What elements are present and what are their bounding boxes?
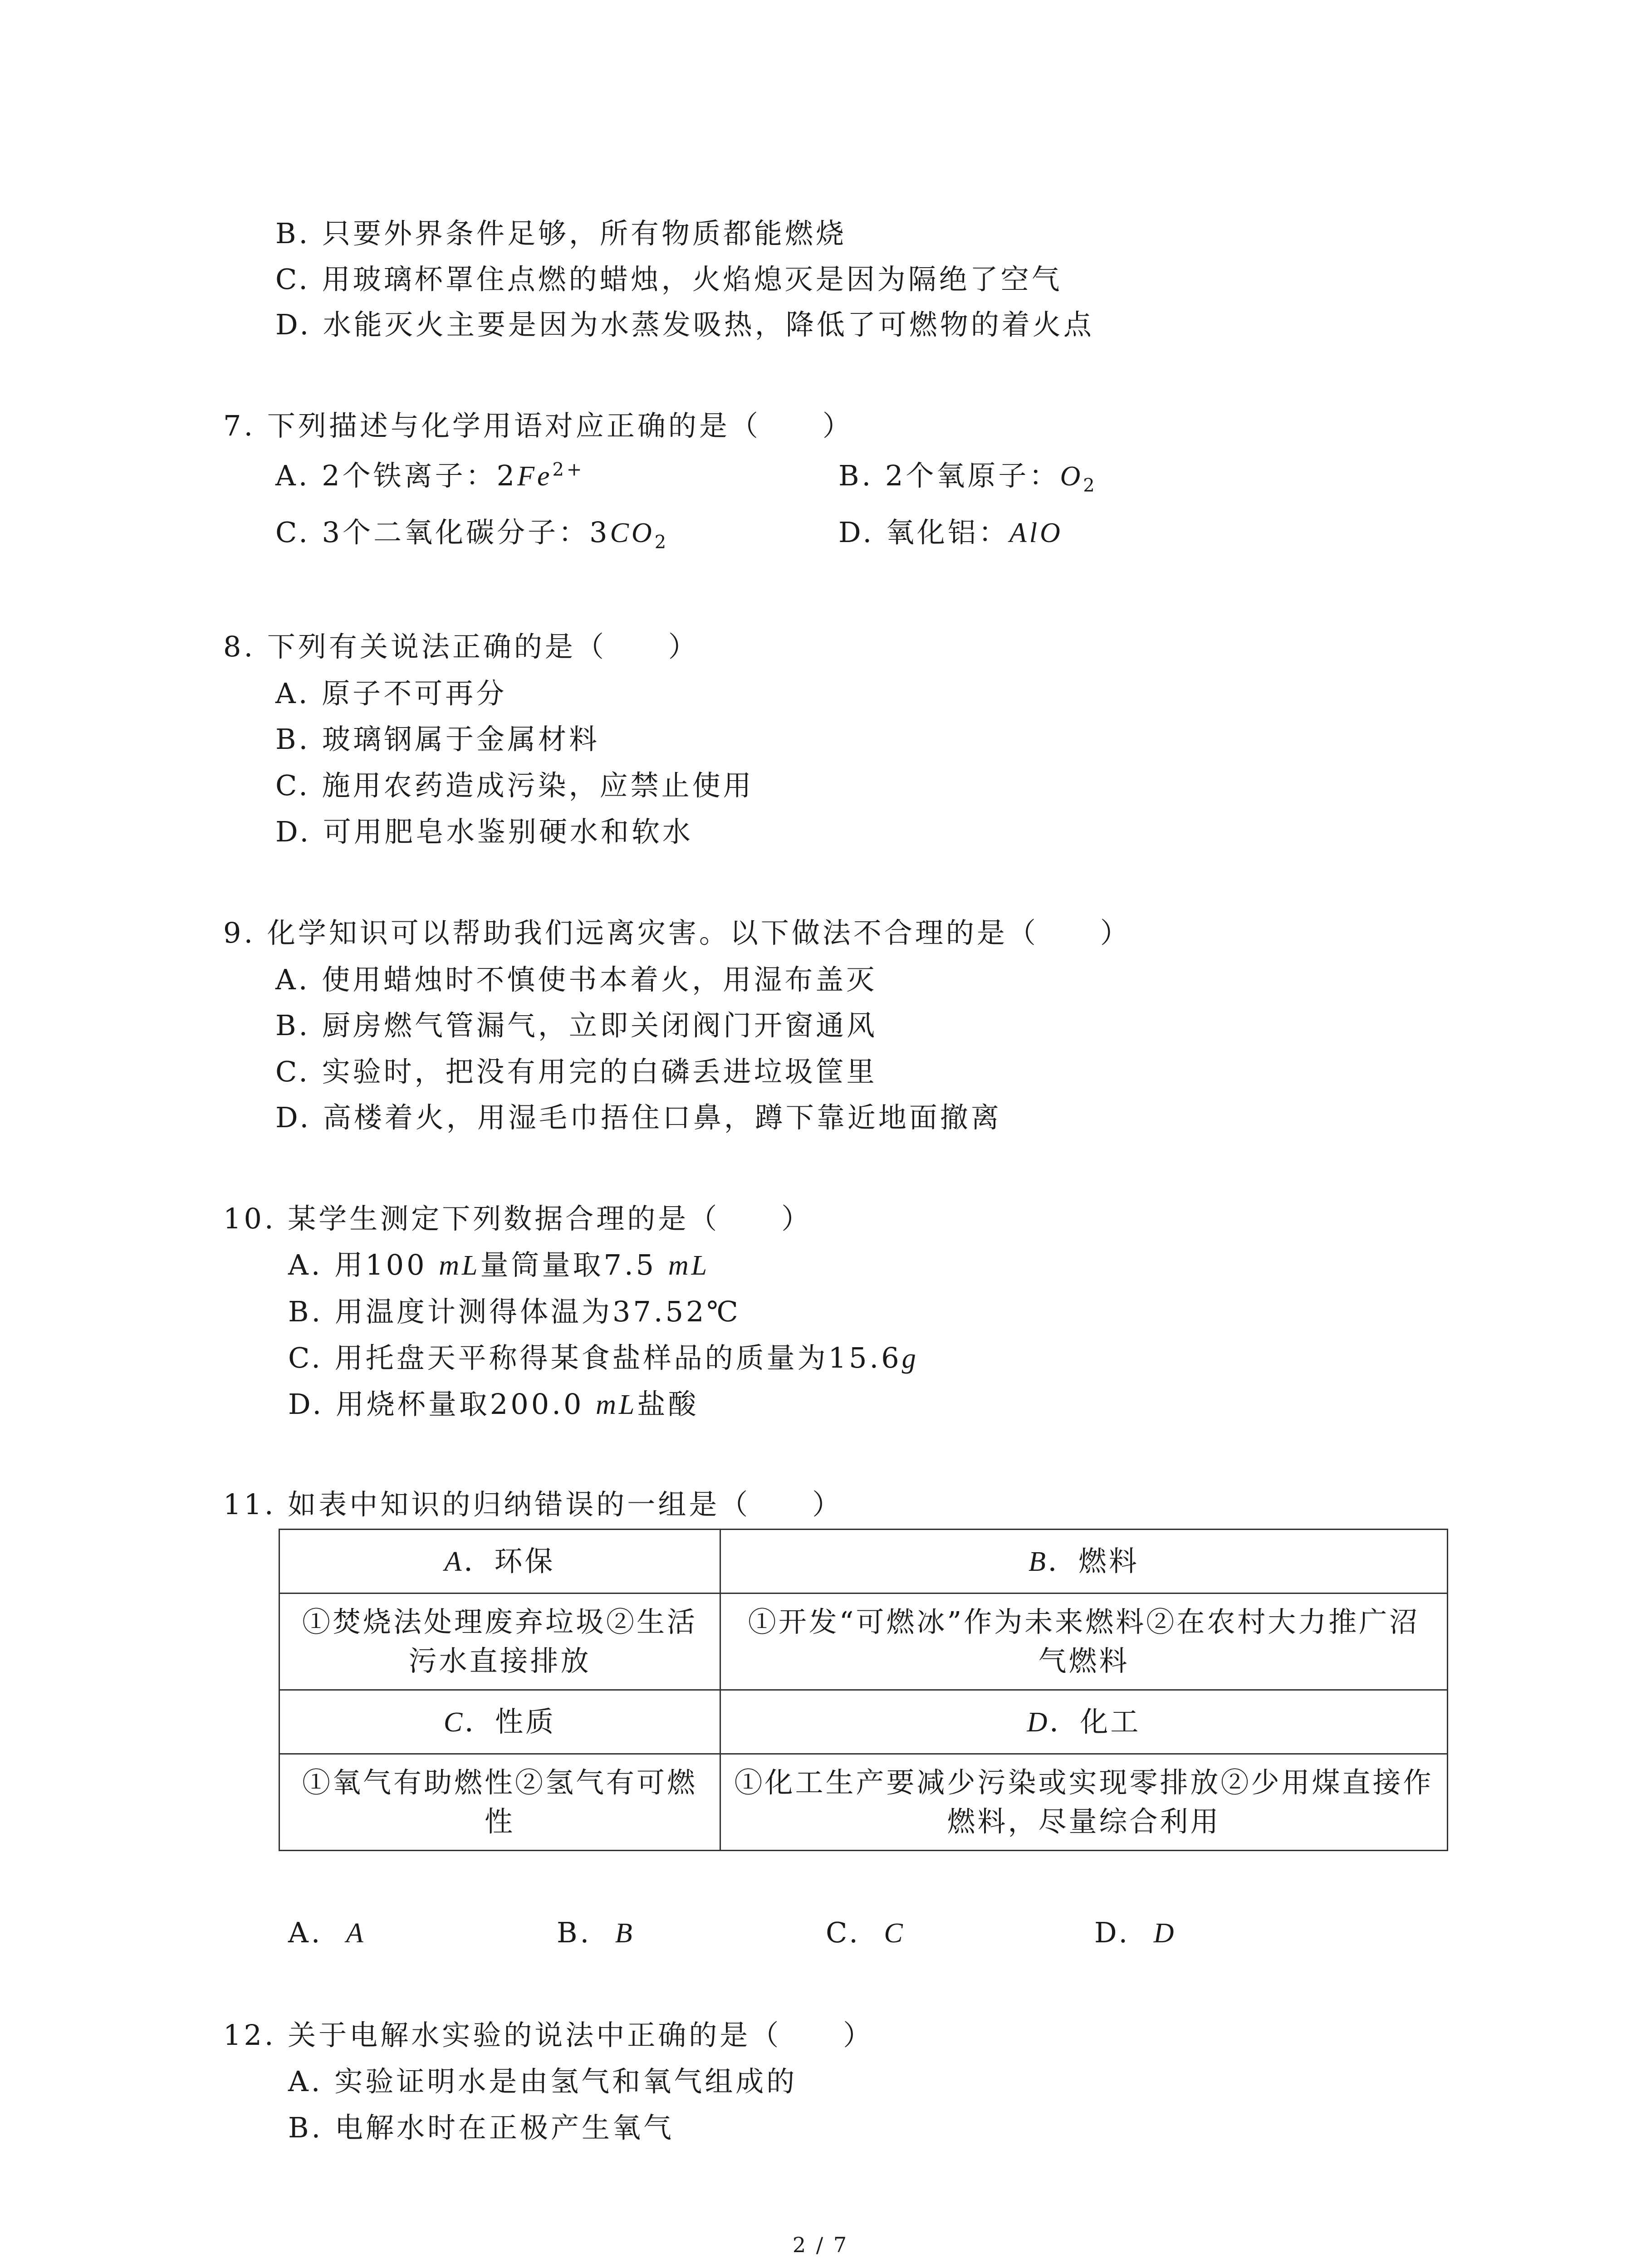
table-header-c: C．性质 [279,1690,720,1754]
q8-option-b: B. 玻璃钢属于金属材料 [275,723,600,756]
q12-option-b: B. 电解水时在正极产生氧气 [288,2111,674,2144]
q7-option-c-subscript: 2 [654,532,669,553]
q11-option-a [288,1915,366,1951]
table-cell-c: ①氧气有助燃性②氢气有可燃 性 [279,1754,720,1851]
q7-option-b-formula: O [1060,461,1083,492]
q8-stem: 8. 下列有关说法正确的是（ ） [223,630,699,663]
q10-option-c-pre: C. 用托盘天平称得某食盐样品的质量为15.6 [288,1341,902,1374]
q9-option-a: A. 使用蜡烛时不慎使书本着火，用湿布盖灭 [275,963,877,996]
q11-option-a-value: A [346,1918,366,1949]
table-row [279,1690,1448,1754]
q9-option-b: B. 厨房燃气管漏气，立即关闭阀门开窗通风 [275,1009,877,1042]
q7-option-b-text: B. 2个氧原子： [838,459,1060,492]
q10-option-a-unit: mL [439,1250,480,1281]
q7-option-a-text: A. 2个铁离子：2 [275,459,518,492]
q11-option-b-label: B. [557,1916,592,1949]
q7-option-c [275,515,669,551]
q7-option-c-formula: CO [610,518,655,548]
table-cell-a: ①焚烧法处理废弃垃圾②生活 污水直接排放 [279,1593,720,1690]
q10-option-d-pre: D. 用烧杯量取200.0 [288,1388,596,1421]
q7-option-a-formula: Fe [517,461,553,492]
q10-option-a-unit2: mL [668,1250,710,1281]
q10-option-a-mid: 量筒量取7.5 [480,1248,668,1281]
q7-option-d-formula: AlO [1009,518,1063,548]
table-cell-d: ①化工生产要减少污染或实现零排放②少用煤直接作 燃料，尽量综合利用 [720,1754,1448,1851]
q7-option-b-subscript: 2 [1083,475,1097,496]
q10-option-b: B. 用温度计测得体温为37.52℃ [288,1295,741,1328]
q11-option-d [1094,1915,1176,1951]
table-row [279,1754,1448,1851]
q10-option-a [288,1247,710,1283]
q7-option-a-charge: 2+ [552,459,585,480]
knowledge-table [279,1529,1448,1851]
q9-stem: 9. 化学知识可以帮助我们远离灾害。以下做法不合理的是（ ） [223,916,1131,949]
page-number: 2 / 7 [792,2233,849,2257]
table-cell-b: ①开发“可燃冰”作为未来燃料②在农村大力推广沼 气燃料 [720,1593,1448,1690]
q10-option-a-pre: A. 用100 [288,1248,439,1281]
table-header-d: D．化工 [720,1690,1448,1754]
q9-option-c: C. 实验时，把没有用完的白磷丢进垃圾筐里 [275,1055,877,1088]
q11-option-d-label: D. [1094,1916,1131,1949]
q7-option-b [838,458,1097,494]
q8-option-c: C. 施用农药造成污染，应禁止使用 [275,769,754,802]
q11-option-d-value: D [1153,1918,1177,1949]
q7-option-d [838,515,1063,551]
q11-option-c-value: C [884,1918,906,1949]
table-header-a: A．环保 [279,1530,720,1593]
q11-option-b-value: B [615,1918,635,1949]
table-row [279,1530,1448,1593]
q11-option-c [826,1915,906,1951]
q11-option-c-label: C. [826,1916,861,1949]
q10-option-d [288,1387,699,1422]
table-row [279,1593,1448,1690]
q12-option-a: A. 实验证明水是由氢气和氧气组成的 [288,2065,798,2098]
q10-stem: 10. 某学生测定下列数据合理的是（ ） [223,1202,813,1235]
q12-stem: 12. 关于电解水实验的说法中正确的是（ ） [223,2019,874,2052]
q10-option-c-unit: g [901,1343,919,1374]
q7-option-d-text: D. 氧化铝： [838,516,1009,549]
q10-option-d-unit: mL [596,1389,637,1420]
q10-option-c [288,1340,919,1376]
q11-option-a-label: A. [288,1916,323,1949]
q9-option-d: D. 高楼着火，用湿毛巾捂住口鼻，蹲下靠近地面撤离 [275,1101,1002,1134]
q8-option-a: A. 原子不可再分 [275,677,507,710]
q11-stem: 11. 如表中知识的归纳错误的一组是（ ） [223,1488,843,1521]
q7-stem: 7. 下列描述与化学用语对应正确的是（ ） [223,409,853,442]
q7-option-a [275,458,584,494]
table-header-b: B．燃料 [720,1530,1448,1593]
q11-option-b [557,1915,635,1951]
q6-option-d: D. 水能灭火主要是因为水蒸发吸热，降低了可燃物的着火点 [275,308,1094,341]
q10-option-d-post: 盐酸 [637,1388,699,1421]
q8-option-d: D. 可用肥皂水鉴别硬水和软水 [275,815,693,848]
q7-option-c-text: C. 3个二氧化碳分子：3 [275,516,610,549]
q6-option-b: B. 只要外界条件足够，所有物质都能燃烧 [275,217,847,250]
q6-option-c: C. 用玻璃杯罩住点燃的蜡烛，火焰熄灭是因为隔绝了空气 [275,263,1063,296]
